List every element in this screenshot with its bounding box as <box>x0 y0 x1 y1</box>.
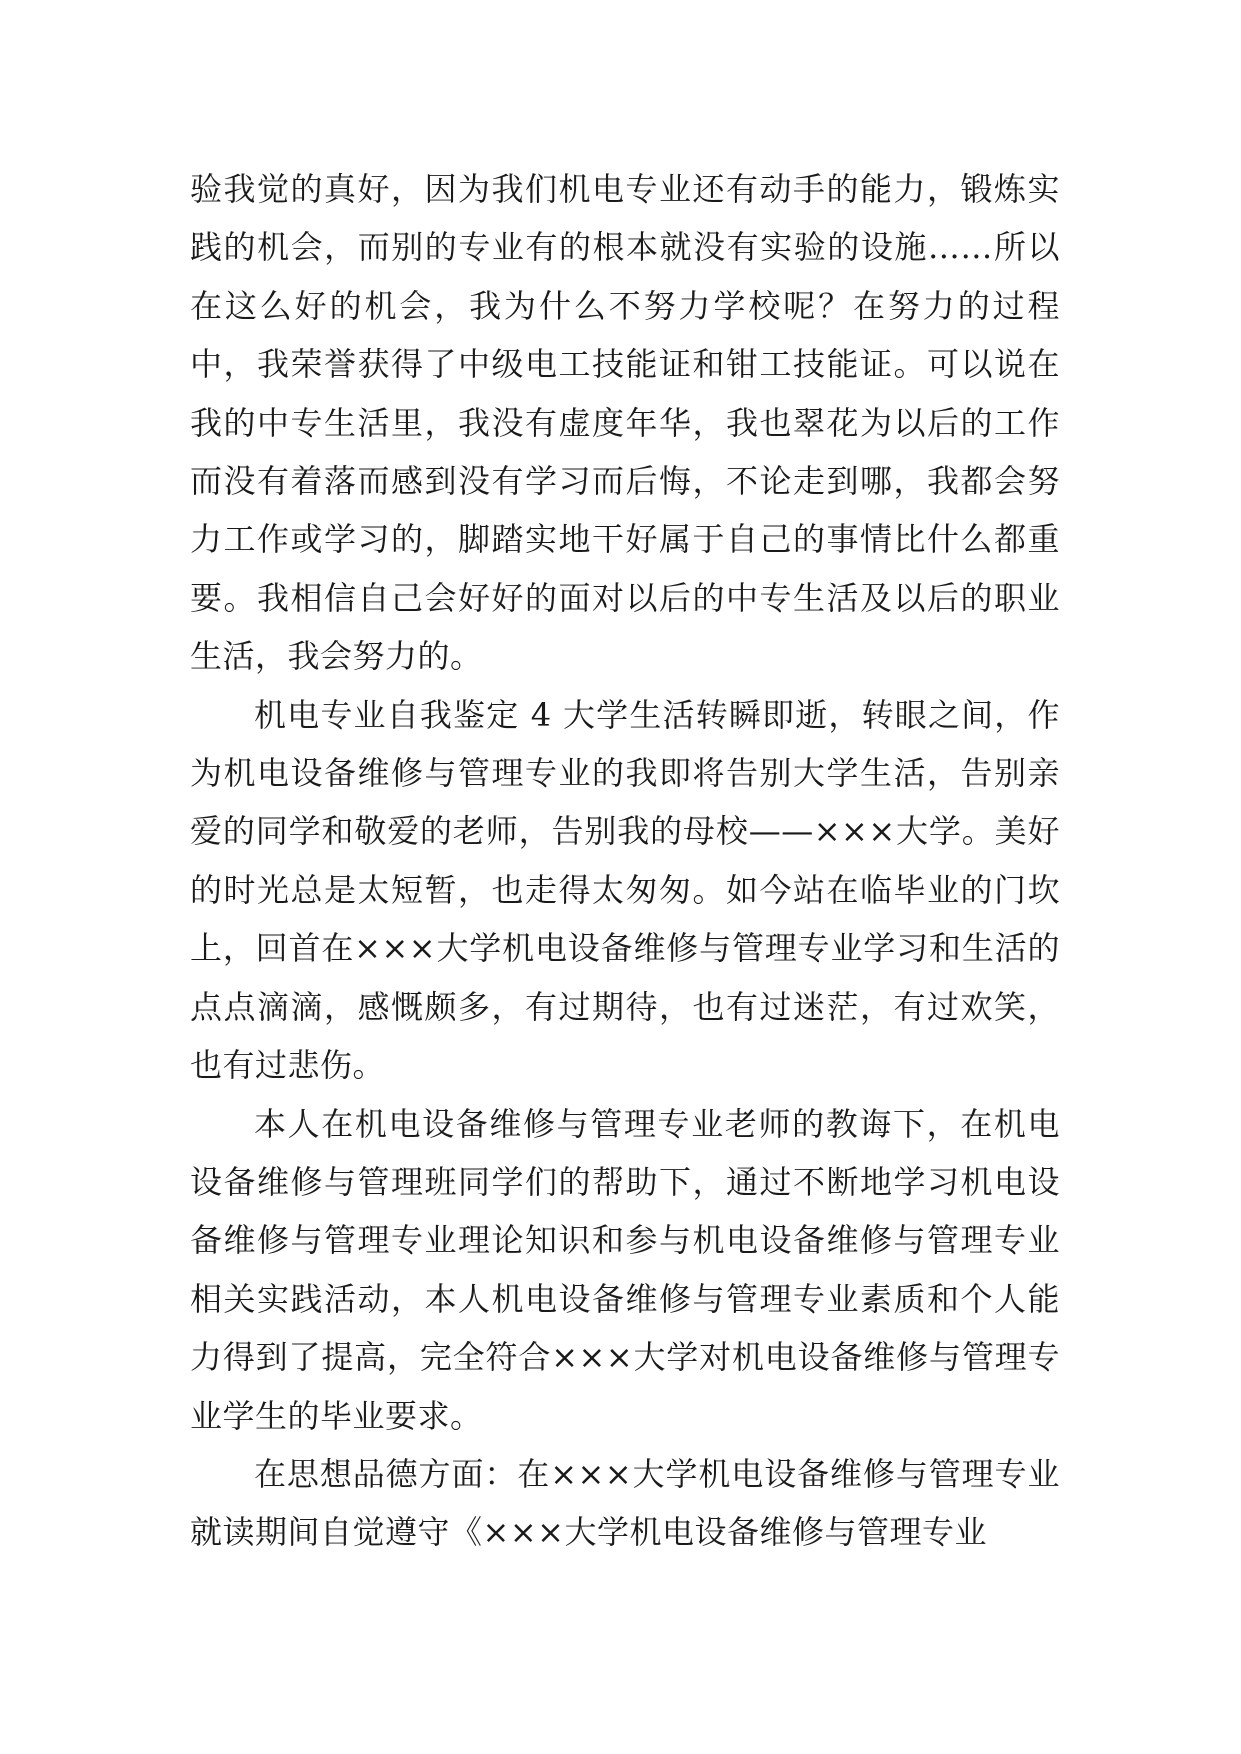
paragraph-4: 在思想品德方面：在×××大学机电设备维修与管理专业就读期间自觉遵守《×××大学机电设备维修与管理专业 <box>190 1454 1060 1552</box>
paragraph-3: 本人在机电设备维修与管理专业老师的教诲下，在机电设备维修与管理班同学们的帮助下，通过不断地学习机电设备维修与管理专业理论知识和参与机电设备维修与管理专业相关实践活动，本人机电设备维修与管理专业素质和个人能力得到了提高，完全符合×××大学对机电设备维修与管理专业学生的毕业要求。 <box>190 1104 1060 1435</box>
paragraph-1: 验我觉的真好，因为我们机电专业还有动手的能力，锻炼实践的机会，而别的专业有的根本就没有实验的设施……所以在这么好的机会，我为什么不努力学校呢？在努力的过程中，我荣誉获得了中级电工技能证和钳工技能证。可以说在我的中专生活里，我没有虚度年华，我也翠花为以后的工作而没有着落而感到没有学习而后悔，不论走到哪，我都会努力工作或学习的，脚踏实地干好属于自己的事情比什么都重要。我相信自己会好好的面对以后的中专生活及以后的职业生活，我会努力的。 <box>190 170 1060 676</box>
document-body <box>190 160 1060 1562</box>
paragraph-2: 机电专业自我鉴定 4 大学生活转瞬即逝，转眼之间，作为机电设备维修与管理专业的我即将告别大学生活，告别亲爱的同学和敬爱的老师，告别我的母校——×××大学。美好的时光总是太短暂，也走得太匆匆。如今站在临毕业的门坎上，回首在×××大学机电设备维修与管理专业学习和生活的点点滴滴，感慨颇多，有过期待，也有过迷茫，有过欢笑，也有过悲伤。 <box>190 695 1060 1085</box>
